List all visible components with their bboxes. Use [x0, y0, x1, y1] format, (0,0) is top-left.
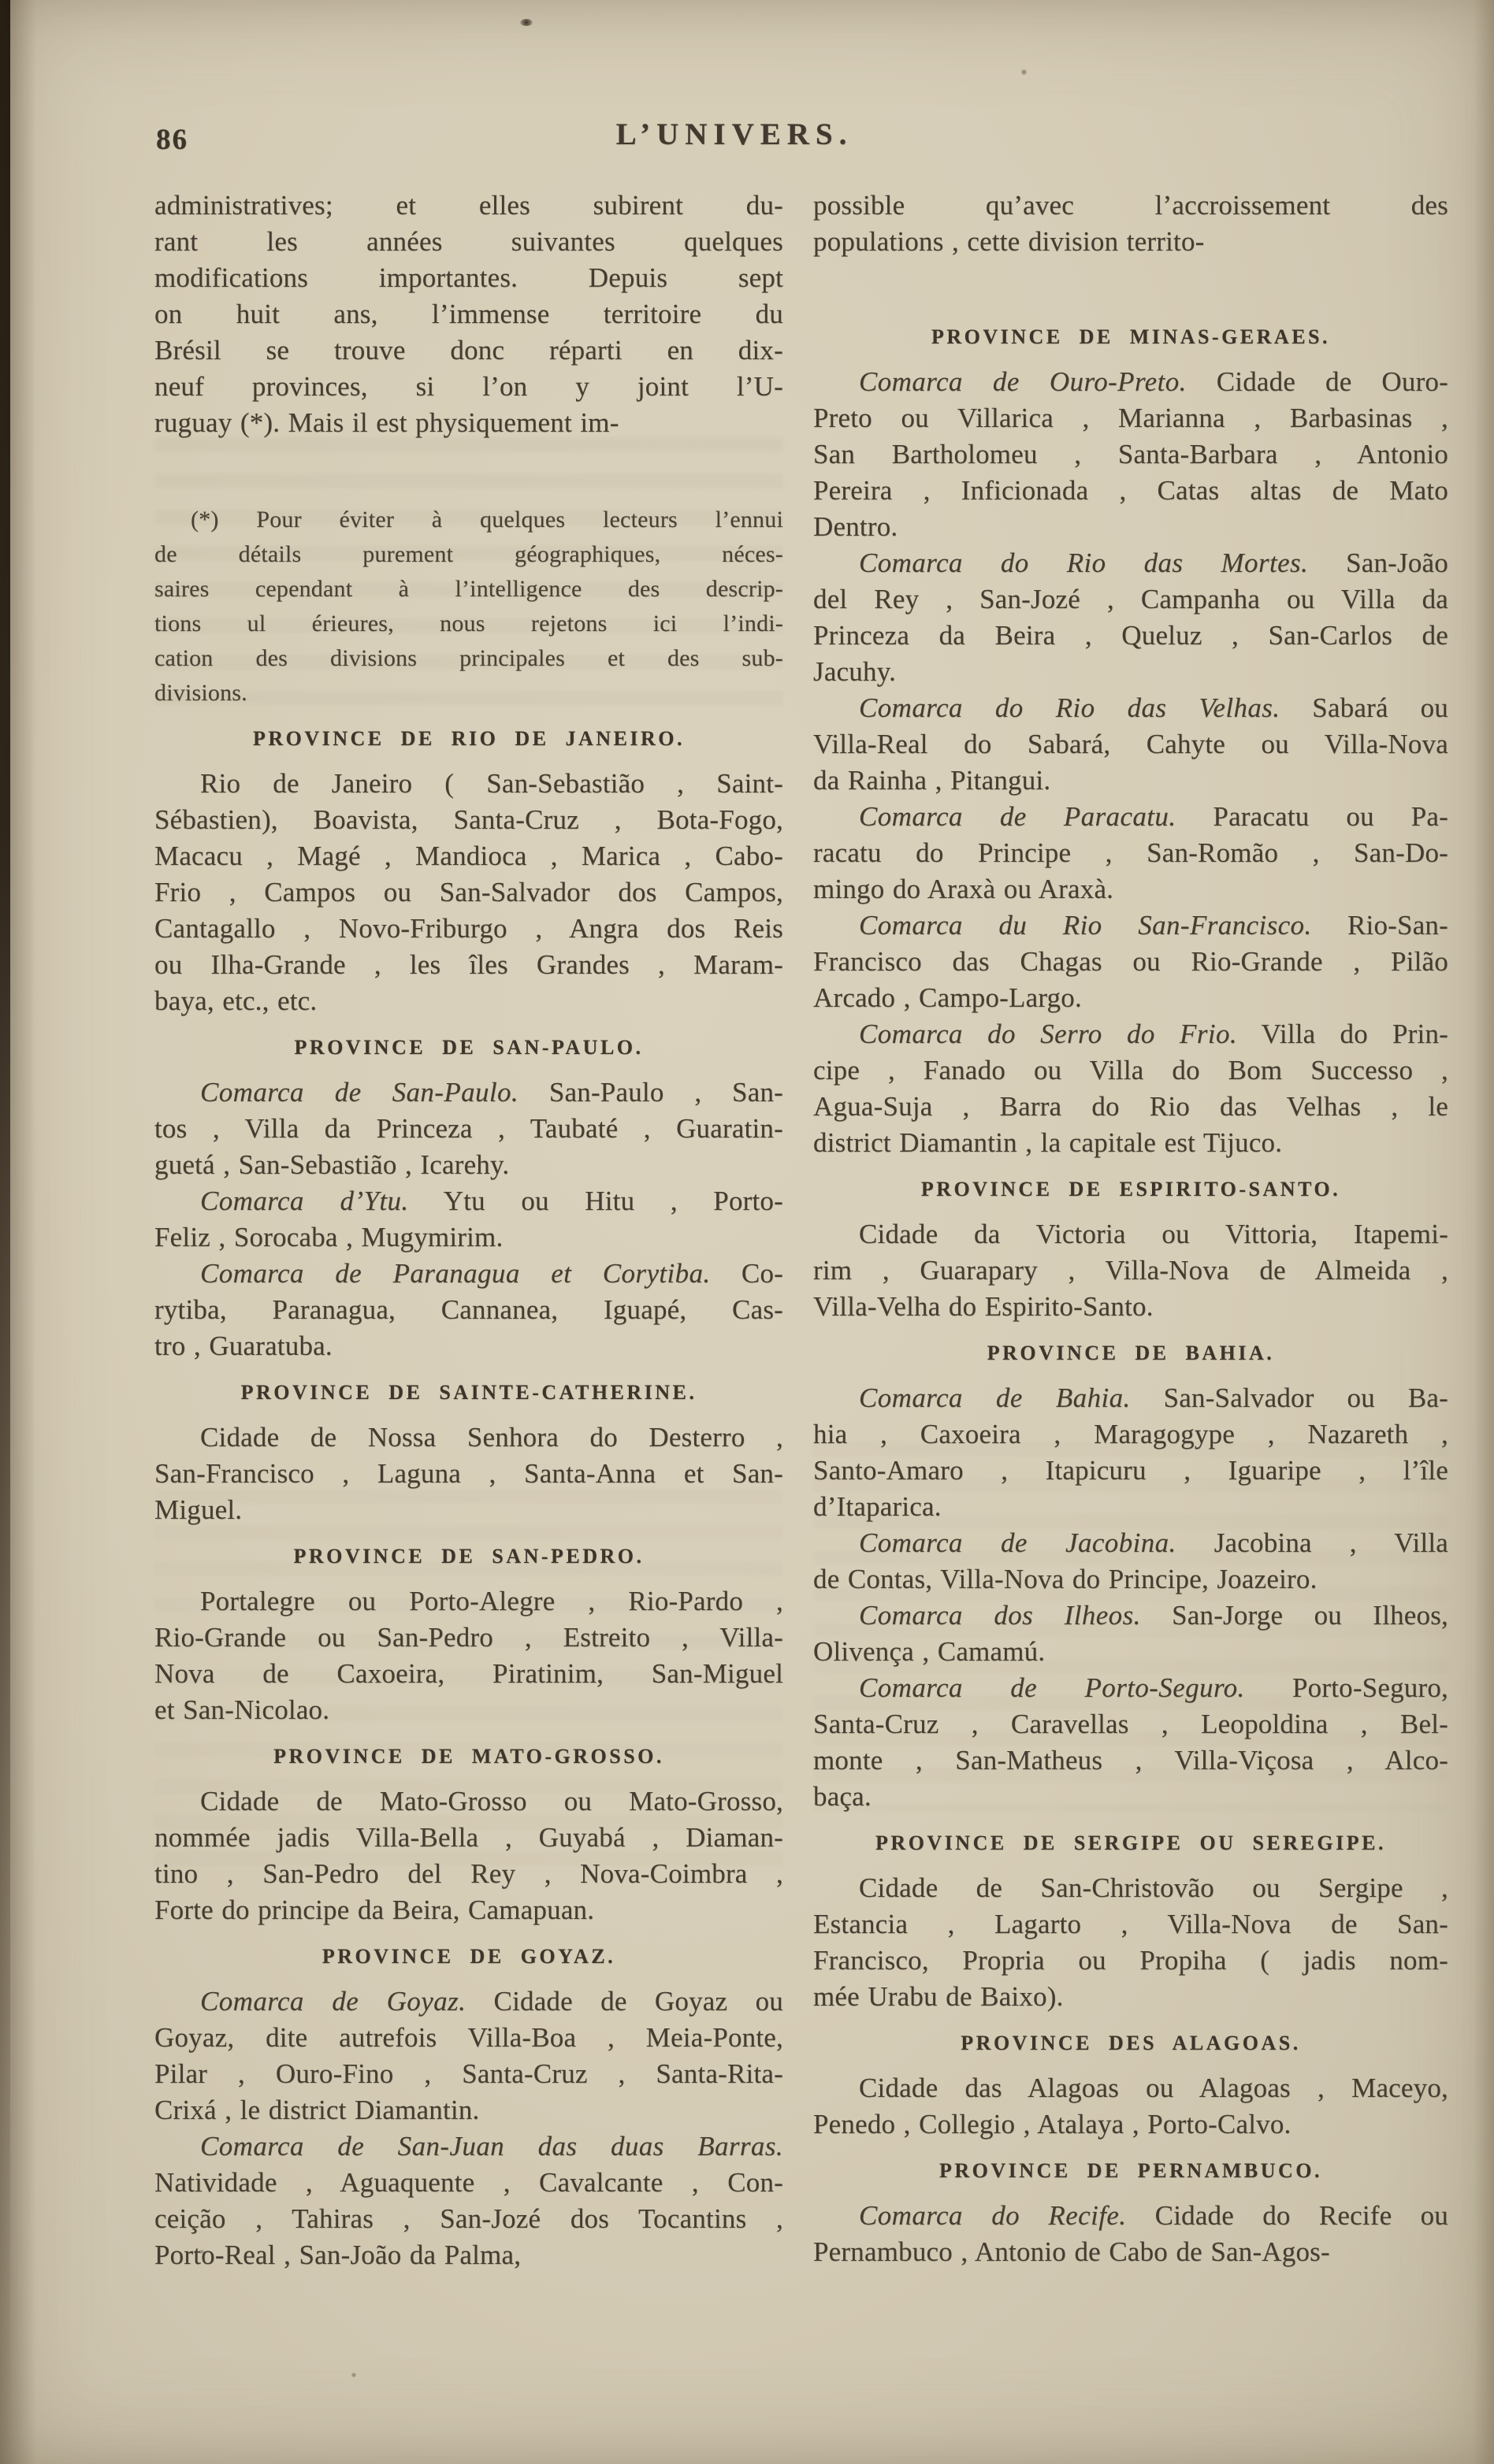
text-line: Comarca de San-Paulo. San-Paulo , San- [200, 1077, 783, 1108]
text-line: rytiba, Paranagua, Cannanea, Iguapé, Cas- [154, 1294, 783, 1325]
paragraph [154, 1256, 783, 1364]
text-line: Rio de Janeiro ( San-Sebastião , Saint- [200, 768, 783, 799]
paragraph [154, 1983, 783, 2128]
text-line: Jacuhy. [813, 656, 897, 687]
section-heading: PROVINCE DE RIO DE JANEIRO. [252, 727, 686, 750]
paragraph [154, 187, 783, 441]
text-line: mée Urabu de Baixo). [813, 1981, 1064, 2012]
footnote-line: saires cependant à l’intelligence des descrip- [154, 576, 783, 602]
text-line: d’Itaparica. [813, 1491, 942, 1522]
text-line: Pilar , Ouro-Fino , Santa-Cruz , Santa-Rita- [154, 2058, 783, 2089]
section-heading: PROVINCE DE ESPIRITO-SANTO. [920, 1178, 1341, 1200]
text-line: Rio-Grande ou San-Pedro , Estreito , Villa- [154, 1622, 783, 1653]
text-line: Comarca de Paranagua et Corytiba. Co- [200, 1258, 783, 1289]
text-line: rant les années suivantes quelques [154, 226, 783, 257]
paragraph [813, 1670, 1448, 1815]
paragraph [813, 2198, 1448, 2270]
paragraph [813, 364, 1448, 545]
text-line: Cidade de Mato-Grosso ou Mato-Grosso, [200, 1786, 783, 1816]
text-line: Comarca de San-Juan das duas Barras. [200, 2131, 783, 2162]
text-line: Crixá , le district Diamantin. [154, 2095, 480, 2125]
text-line: Dentro. [813, 511, 898, 542]
footnote-line: divisions. [154, 680, 247, 706]
text-line: Pereira , Inficionada , Catas altas de Mato [813, 475, 1448, 506]
text-line: ruguay (*). Mais il est physiquement im- [154, 407, 619, 438]
paragraph [813, 1598, 1448, 1670]
text-line: racatu do Principe , San-Romão , San-Do- [813, 837, 1448, 868]
text-line: tino , San-Pedro del Rey , Nova-Coimbra , [154, 1858, 783, 1889]
page-number: 86 [156, 124, 188, 156]
text-line: Goyaz, dite autrefois Villa-Boa , Meia-Ponte, [154, 2022, 783, 2053]
text-line: Comarca de Goyaz. Cidade de Goyaz ou [200, 1986, 783, 2017]
footnote-line: tions ul érieures, nous rejetons ici l’indi- [154, 610, 783, 636]
paper-speck [520, 19, 533, 26]
text-line: Comarca do Recife. Cidade do Recife ou [859, 2200, 1449, 2231]
text-line: Portalegre ou Porto-Alegre , Rio-Pardo , [200, 1586, 783, 1616]
paragraph [813, 907, 1448, 1016]
text-line: Olivença , Camamú. [813, 1636, 1046, 1667]
text-line: Comarca do Rio das Mortes. San-João [859, 547, 1448, 578]
text-line: San-Francisco , Laguna , Santa-Anna et San- [154, 1458, 783, 1489]
text-line: Francisco, Propria ou Propiha ( jadis nom- [813, 1945, 1448, 1976]
section-heading: PROVINCE DE SAINTE-CATHERINE. [240, 1381, 697, 1404]
text-line: administratives; et elles subirent du- [154, 190, 783, 221]
text-line: Macacu , Magé , Mandioca , Marica , Cabo- [154, 841, 783, 871]
text-line: monte , San-Matheus , Villa-Viçosa , Alco- [813, 1745, 1448, 1776]
text-line: Penedo , Collegio , Atalaya , Porto-Calvo. [813, 2109, 1291, 2139]
text-line: mingo do Araxà ou Araxà. [813, 874, 1114, 904]
text-line: da Rainha , Pitangui. [813, 765, 1051, 796]
text-line: Cidade das Alagoas ou Alagoas , Maceyo, [859, 2073, 1448, 2103]
text-line: Villa-Real do Sabará, Cahyte ou Villa-Nova [813, 729, 1448, 759]
text-line: ou Ilha-Grande , les îles Grandes , Maram- [154, 949, 783, 980]
section-heading: PROVINCE DE MINAS-GERAES. [931, 325, 1331, 348]
text-line: nommée jadis Villa-Bella , Guyabá , Diaman- [154, 1822, 783, 1853]
text-line: modifications importantes. Depuis sept [154, 262, 783, 293]
section-heading: PROVINCE DE SAN-PEDRO. [293, 1545, 645, 1568]
text-line: San Bartholomeu , Santa-Barbara , Antonio [813, 439, 1448, 469]
text-line: Cidade da Victoria ou Vittoria, Itapemi- [859, 1219, 1448, 1249]
text-line: Natividade , Aguaquente , Cavalcante , Con- [154, 2167, 783, 2198]
running-title: L’UNIVERS. [615, 117, 853, 151]
text-line: Comarca d’Ytu. Ytu ou Hitu , Porto- [200, 1186, 783, 1216]
paragraph [154, 1074, 783, 1183]
text-line: de Contas, Villa-Nova do Principe, Joazeiro. [813, 1564, 1317, 1594]
text-line: possible qu’avec l’accroissement des [813, 190, 1448, 221]
paragraph [154, 1783, 783, 1928]
text-line: Comarca du Rio San-Francisco. Rio-San- [859, 910, 1448, 941]
text-line: populations , cette division territo- [813, 226, 1205, 257]
text-line: Comarca do Rio das Velhas. Sabará ou [859, 692, 1448, 723]
paragraph [813, 1870, 1448, 2015]
footnote-line: de détails purement géographiques, néces- [154, 541, 783, 567]
text-line: Pernambuco , Antonio de Cabo de San-Agos- [813, 2236, 1330, 2267]
paragraph [813, 1380, 1448, 1525]
paragraph [813, 1016, 1448, 1161]
text-line: baça. [813, 1781, 872, 1812]
section-heading: PROVINCE DE PERNAMBUCO. [939, 2159, 1322, 2182]
text-line: Forte do principe da Beira, Camapuan. [154, 1894, 595, 1925]
paper-speck [351, 2373, 356, 2377]
paragraph [813, 1525, 1448, 1598]
text-line: Comarca de Ouro-Preto. Cidade de Ouro- [859, 366, 1448, 397]
text-line: ceição , Tahiras , San-Jozé dos Tocantins , [154, 2203, 783, 2234]
text-line: Cidade de San-Christovão ou Sergipe , [859, 1872, 1448, 1903]
section-heading: PROVINCE DE MATO-GROSSO. [273, 1745, 664, 1768]
paragraph [813, 690, 1448, 799]
paragraph [154, 1583, 783, 1728]
text-line: Porto-Real , San-João da Palma, [154, 2239, 522, 2270]
paragraph [154, 766, 783, 1019]
section-heading: PROVINCE DE SERGIPE OU SEREGIPE. [875, 1831, 1386, 1854]
text-line: Comarca de Porto-Seguro. Porto-Seguro, [859, 1672, 1448, 1703]
text-line: Sébastien), Boavista, Santa-Cruz , Bota-Fogo, [154, 804, 783, 835]
text-line: on huit ans, l’immense territoire du [154, 299, 783, 329]
text-line: Santo-Amaro , Itapicuru , Iguaripe , l’île [813, 1455, 1448, 1486]
paragraph [813, 187, 1448, 260]
text-line: Comarca dos Ilheos. San-Jorge ou Ilheos, [859, 1600, 1448, 1631]
text-line: Agua-Suja , Barra do Rio das Velhas , le [813, 1091, 1448, 1122]
text-line: Arcado , Campo-Largo. [813, 982, 1082, 1013]
text-line: Estancia , Lagarto , Villa-Nova de San- [813, 1909, 1448, 1939]
section-heading: PROVINCE DE BAHIA. [987, 1341, 1275, 1364]
section-heading: PROVINCE DES ALAGOAS. [961, 2032, 1301, 2054]
text-line: tos , Villa da Princeza , Taubaté , Guaratin- [154, 1113, 783, 1144]
text-line: cipe , Fanado ou Villa do Bom Successo , [813, 1055, 1448, 1085]
footnote-line: cation des divisions principales et des sub- [154, 645, 783, 671]
text-line: Miguel. [154, 1494, 243, 1525]
text-line: Francisco das Chagas ou Rio-Grande , Pilão [813, 946, 1448, 977]
text-line: guetá , San-Sebastião , Icarehy. [154, 1149, 510, 1180]
text-line: tro , Guaratuba. [154, 1330, 333, 1361]
text-line: Frio , Campos ou San-Salvador dos Campos, [154, 877, 783, 907]
paragraph [154, 1419, 783, 1528]
paragraph [813, 1216, 1448, 1325]
footnote-line: (*) Pour éviter à quelques lecteurs l’ennui [191, 507, 783, 533]
paragraph [813, 545, 1448, 690]
text-line: Comarca de Bahia. San-Salvador ou Ba- [859, 1382, 1448, 1413]
section-heading: PROVINCE DE GOYAZ. [321, 1945, 616, 1968]
paragraph [154, 1183, 783, 1256]
text-line: district Diamantin , la capitale est Tijuco. [813, 1127, 1283, 1158]
text-line: Feliz , Sorocaba , Mugymirim. [154, 1222, 504, 1252]
paragraph [813, 2070, 1448, 2143]
text-line: neuf provinces, si l’on y joint l’U- [154, 371, 783, 402]
footnote [154, 503, 783, 711]
text-line: Princeza da Beira , Queluz , San-Carlos de [813, 620, 1448, 651]
column-left [154, 187, 783, 2273]
column-right [813, 187, 1448, 2270]
page-right-edge-shade [1474, 0, 1494, 2464]
text-line: et San-Nicolao. [154, 1694, 330, 1725]
text-line: Preto ou Villarica , Marianna , Barbasinas , [813, 403, 1448, 433]
book-gutter-shadow-fade [0, 0, 36, 2464]
text-line: Comarca de Jacobina. Jacobina , Villa [859, 1527, 1448, 1558]
text-line: hia , Caxoeira , Maragogype , Nazareth , [813, 1419, 1448, 1449]
text-line: Cidade de Nossa Senhora do Desterro , [200, 1422, 783, 1453]
text-line: Comarca de Paracatu. Paracatu ou Pa- [859, 801, 1448, 832]
paragraph [154, 2128, 783, 2273]
text-line: Villa-Velha do Espirito-Santo. [813, 1291, 1154, 1322]
text-line: rim , Guarapary , Villa-Nova de Almeida , [813, 1255, 1448, 1286]
text-line: baya, etc., etc. [154, 985, 318, 1016]
paper-speck [1021, 69, 1027, 75]
text-line: Cantagallo , Novo-Friburgo , Angra dos Reis [154, 913, 783, 944]
text-line: Santa-Cruz , Caravellas , Leopoldina , Bel- [813, 1709, 1448, 1739]
section-heading: PROVINCE DE SAN-PAULO. [294, 1036, 644, 1059]
text-line: Comarca do Serro do Frio. Villa do Prin- [859, 1019, 1449, 1049]
text-line: del Rey , San-Jozé , Campanha ou Villa da [813, 584, 1448, 614]
text-line: Brésil se trouve donc réparti en dix- [154, 335, 783, 366]
text-line: Nova de Caxoeira, Piratinim, San-Miguel [154, 1658, 783, 1689]
paragraph [813, 799, 1448, 907]
